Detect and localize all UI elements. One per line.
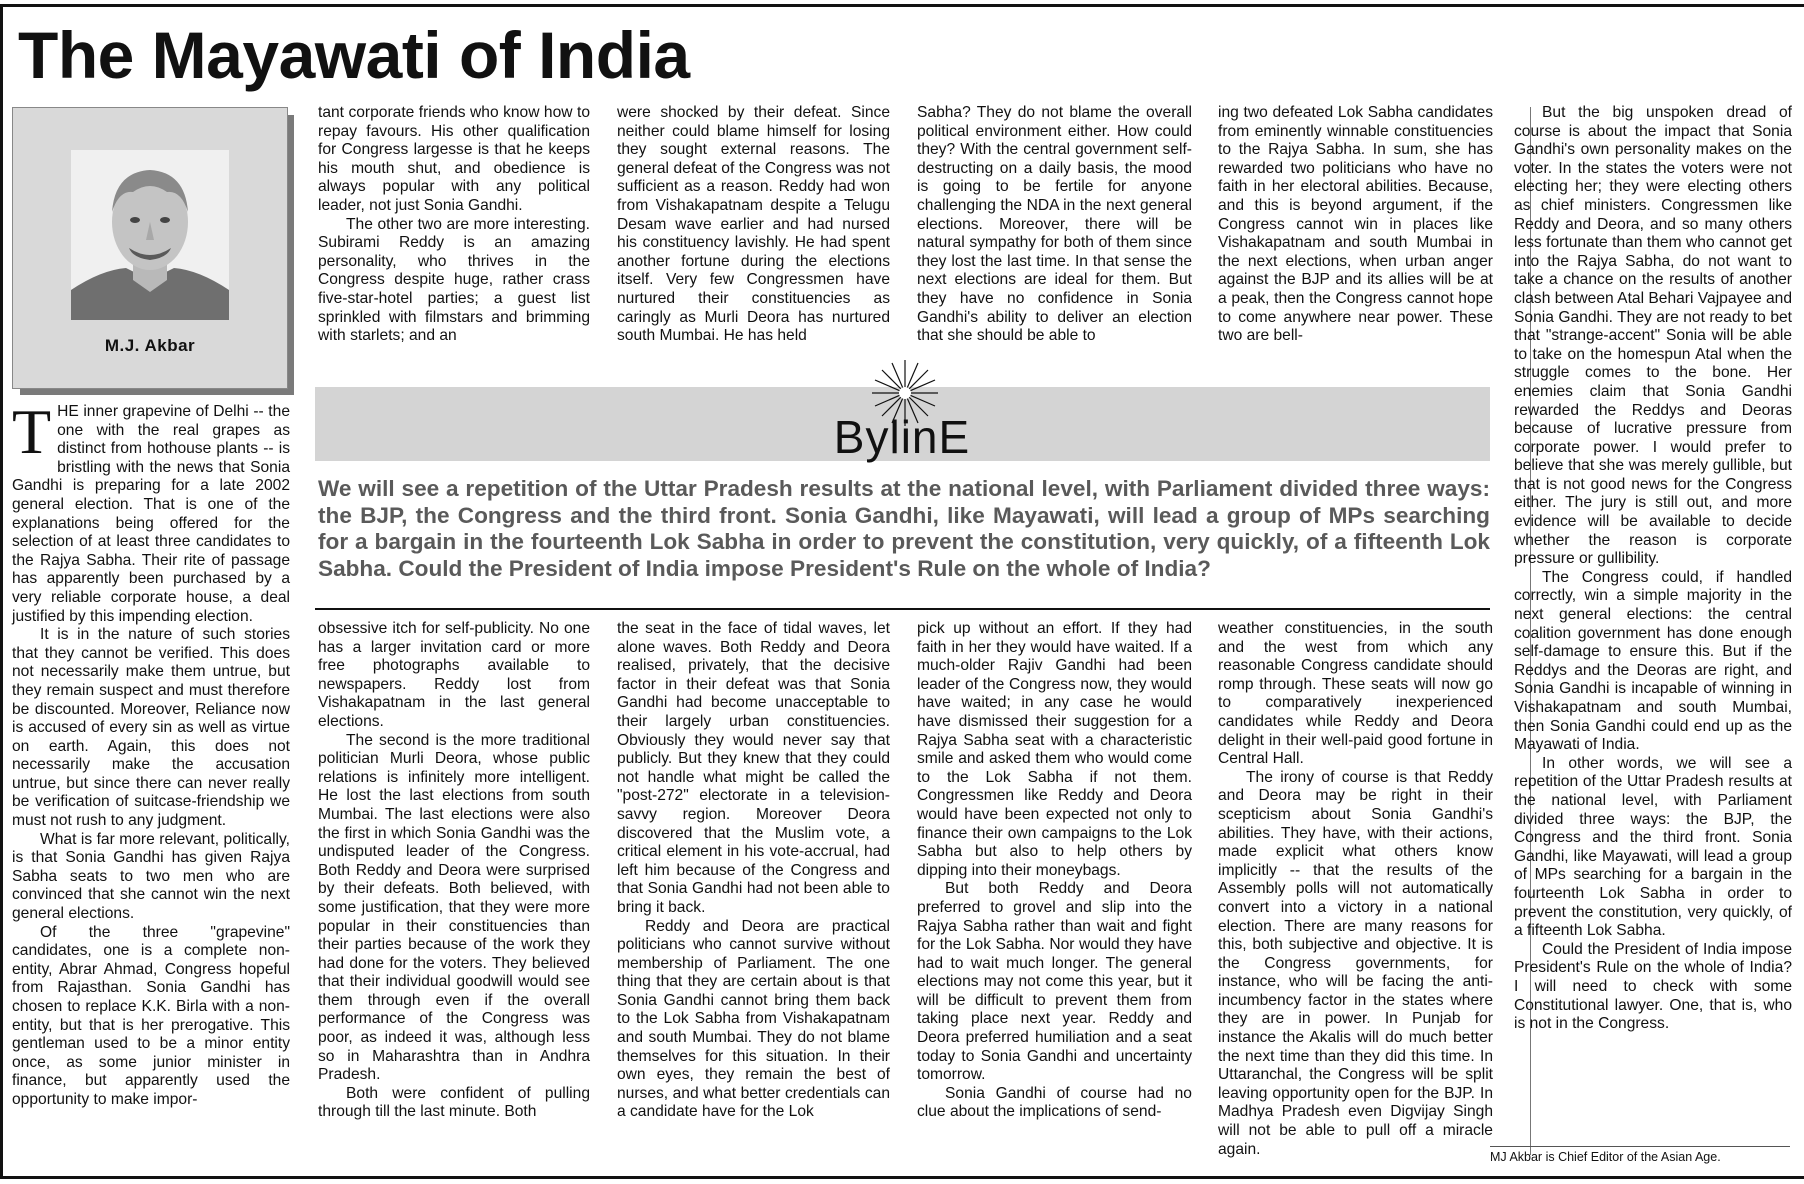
column-5-bottom [1218,620,1493,1159]
column-3-top [617,104,890,346]
drop-cap: T [12,396,52,467]
left-border [0,4,3,1179]
section-rule [315,608,1490,610]
paragraph: Of the three "grapevine" candidates, one is a complete non-entity, Abrar Ahmad, Congress hopeful from Rajasthan. Sonia Gandhi has chosen to replace K.K. Birla with a non-entity, but that is her prerogative. This gentleman used to be a minor entity once, as some junior minister in finance, but apparently used the opportunity to make impor- [12,923,290,1108]
column-4-bottom [917,620,1192,1122]
pull-quote: We will see a repetition of the Uttar Pradesh results at the national level, with Parliament divided three ways: the BJP, the Congress and the third front. Sonia Gandhi, like Mayawati, will lead a group of MPs searching for a bargain in the fourteenth Lok Sabha in order to prevent the constitution, very quickly, of a fifteenth Lok Sabha. Could the President of India impose President's Rule on the whole of India? [318,476,1490,581]
author-portrait-icon [71,150,229,320]
paragraph: Sabha? They do not blame the overall political environment either. How could they? With the central government self-destructing on a daily basis, the mood is going to be fertile for anyone challenging the NDA in the next general elections. Moreover, there will be natural sympathy for both of them since they lost the last time. In that sense the next elections are ideal for them. But they have no confidence in Sonia Gandhi's ability to deliver an election that she should be able to [917,104,1192,345]
paragraph: weather constituencies, in the south and the west from which any reasonable Congress candidate should romp through. These seats will now go to comparatively inexperienced candidates while Reddy and Deora delight in their well-paid good fortune in Central Hall. [1218,620,1493,768]
paragraph: It is in the nature of such stories that they cannot be verified. This does not necessarily make them untrue, but they remain suspect and must therefore be discounted. Moreover, Reliance now is accused of every sin as well as virtue on earth. Again, this does not necessarily make the accusation untrue, but since there can never really be verification of suitcase-friendship we must not rush to any judgment. [12,626,290,830]
headline: The Mayawati of India [18,18,690,92]
top-rule [0,4,1804,7]
author-box [12,107,288,389]
paragraph: the seat in the face of tidal waves, let alone waves. Both Reddy and Deora realised, privately, that the decisive factor in their defeat was that Sonia Gandhi had become unacceptable to their largely urban constituencies. Obviously they would never say that publicly. But they knew that they could not handle what might be called the "post-272" electorate in a television-savvy region. Moreover Deora discovered that the Muslim vote, a critical element in his vote-accrual, had left him because of the Congress and that Sonia Gandhi had not been able to bring it back. [617,620,890,916]
paragraph: But the big unspoken dread of course is about the impact that Sonia Gandhi's own personality makes on the voter. In the states the voters were not electing her; they were electing others as chief ministers. Congressmen like Reddy and Deora, and so many others less fortunate than them who cannot get into the Rajya Sabha, do not want to take a chance on the results of another clash between Atal Behari Vajpayee and Sonia Gandhi. They are not ready to bet that "strange-accent" Sonia will be able to take on the homespun Atal when the struggle comes to the bone. Her enemies claim that Sonia Gandhi rewarded the Reddys and Deoras because of lucrative pressure from corporate power. I would prefer to believe that she was merely gullible, but that is not good news for the Congress either. The jury is still out, and more evidence will be available to decide whether the reason is corporate pressure or gullibility. [1514,104,1792,568]
footnote-rule [1490,1146,1790,1147]
paragraph: Both were confident of pulling through till the last minute. Both [318,1084,590,1121]
column-2-bottom [318,620,590,1122]
paragraph: THE inner grapevine of Delhi -- the one with the real grapes as distinct from hothouse plants -- is bristling with the news that Sonia Gandhi is preparing for a late 2002 general election. That is one of the explanations being offered for the selection of at least three candidates to the Rajya Sabha. Their rite of passage has apparently been purchased by a very reliable corporate house, a deal justified by this impending election. [12,396,290,625]
paragraph: In other words, we will see a repetition of the Uttar Pradesh results at the national level, with Parliament divided three ways: the BJP, the Congress and the third front. Sonia Gandhi, like Mayawati, will lead a group of MPs searching for a bargain in the fourteenth Lok Sabha in order to prevent the constitution, very quickly, of a fifteenth Lok Sabha. [1514,754,1792,940]
paragraph: Reddy and Deora are practical politicians who cannot survive without membership of Parliament. The one thing that they are certain about is that Sonia Gandhi cannot bring them back to the Lok Sabha from Vishakapatnam and south Mumbai. They do not blame themselves for this situation. In their own eyes, they remain the best of nurses, and what better credentials can a candidate have for the Lok [617,917,890,1121]
paragraph: Could the President of India impose President's Rule on the whole of India? I will need to check with some Constitutional lawyer. One, that is, who is not in the Congress. [1514,940,1792,1033]
paragraph: were shocked by their defeat. Since neither could blame himself for losing they sought external reasons. The general defeat of the Congress was not sufficient as a reason. Reddy had won from Vishakapatnam despite a Telugu Desam wave earlier and had nursed his constituency lavishly. He had spent another fortune during the elections itself. Very few Congressmen have nurtured their constituencies as caringly as Murli Deora has nurtured south Mumbai. He has held [617,104,890,345]
paragraph: The other two are more interesting. Subirami Reddy is an amazing personality, who thrives in the Congress despite huge, rather crass five-star-hotel parties; a guest list sprinkled with filmstars and brimming with starlets; and an [318,215,590,345]
author-photo [71,150,229,320]
paragraph: pick up without an effort. If they had faith in her they would have waited. If a much-older Rajiv Gandhi had been leader of the Congress now, they would have waited; in any case he would have dismissed their suggestion for a Rajya Sabha seat with a characteristic smile and asked them who would come to the Lok Sabha if not them. Congressmen like Reddy and Deora would have been expected not only to finance their own campaigns to the Lok Sabha but also to help others by dipping into their moneybags. [917,620,1192,879]
paragraph: The irony of course is that Reddy and Deora may be right in their scepticism about Sonia Gandhi's abilities. They have, with their actions, made explicit what others know implicitly -- that the results of the Assembly polls will not automatically convert into a victory in a national election. There are many reasons for this, both subjective and objective. It is the Congress governments, for instance, who will be facing the anti-incumbency factor in the states where they are in power. In Punjab for instance the Akalis will do much better the next time than they did this time. In Uttaranchal, the Congress will be split leaving opportunity open for the BJP. In Madhya Pradesh even Digvijay Singh will not be able to pull off a miracle again. [1218,768,1493,1158]
paragraph: ing two defeated Lok Sabha candidates from eminently winnable constituencies to the Rajya Sabha. In sum, she has rewarded two politicians who have no faith in her electoral abilities. Because, and this is beyond argument, if the Congress cannot win in places like Vishakapatnam and south Mumbai in the next elections, when urban anger against the BJP and its allies will be at a peak, then the Congress cannot hope to come anywhere near power. These two are bell- [1218,104,1493,345]
column-6 [1514,104,1792,1034]
column-4-top [917,104,1192,346]
author-footnote: MJ Akbar is Chief Editor of the Asian Age. [1490,1150,1721,1164]
section-title: BylinE [833,411,971,463]
paragraph: The Congress could, if handled correctly, win a simple majority in the next general elections: the central coalition government has done enough self-damage to ensure this. But if the Reddys and the Deoras are right, and Sonia Gandhi is incapable of winning in Vishakapatnam and south Mumbai, then Sonia Gandhi could end up as the Mayawati of India. [1514,568,1792,754]
bottom-rule [0,1176,1804,1179]
paragraph: tant corporate friends who know how to repay favours. His other qualification for Congress largesse is that he keeps his mouth shut, and obedience is always popular with any political leader, not just Sonia Gandhi. [318,104,590,214]
paragraph: But both Reddy and Deora preferred to grovel and slip into the Rajya Sabha rather than wait and fight for the Lok Sabha. Nor would they have had to wait much longer. The general elections may not come this year, but it will be difficult to prevent them from taking place next year. Reddy and Deora preferred humiliation and a seat today to Sonia Gandhi and uncertainty tomorrow. [917,880,1192,1084]
paragraph: obsessive itch for self-publicity. No one has a larger invitation card or more free photographs available to newspapers. Reddy lost from Vishakapatnam in the last general elections. [318,620,590,730]
paragraph: The second is the more traditional politician Murli Deora, whose public relations is infinitely more intelligent. He lost the last elections from south Mumbai. The last elections were also the first in which Sonia Gandhi was the undisputed leader of the Congress. Both Reddy and Deora were surprised by their defeats. Both believed, with some justification, that they were more popular in their constituencies than their parties because of the work they had done for the voters. They believed that their individual goodwill would see them through even if the overall performance of the Congress was poor, as indeed it was, although less so in Maharashtra than in Andhra Pradesh. [318,731,590,1084]
author-name: M.J. Akbar [104,336,196,355]
paragraph: What is far more relevant, politically, is that Sonia Gandhi has given Rajya Sabha seats to two men who are convinced that she cannot win the next general elections. [12,830,290,923]
column-2-top [318,104,590,346]
column-3-bottom [617,620,890,1122]
column-5-top [1218,104,1493,346]
column-1 [12,396,290,1110]
paragraph: Sonia Gandhi of course had no clue about the implications of send- [917,1084,1192,1121]
